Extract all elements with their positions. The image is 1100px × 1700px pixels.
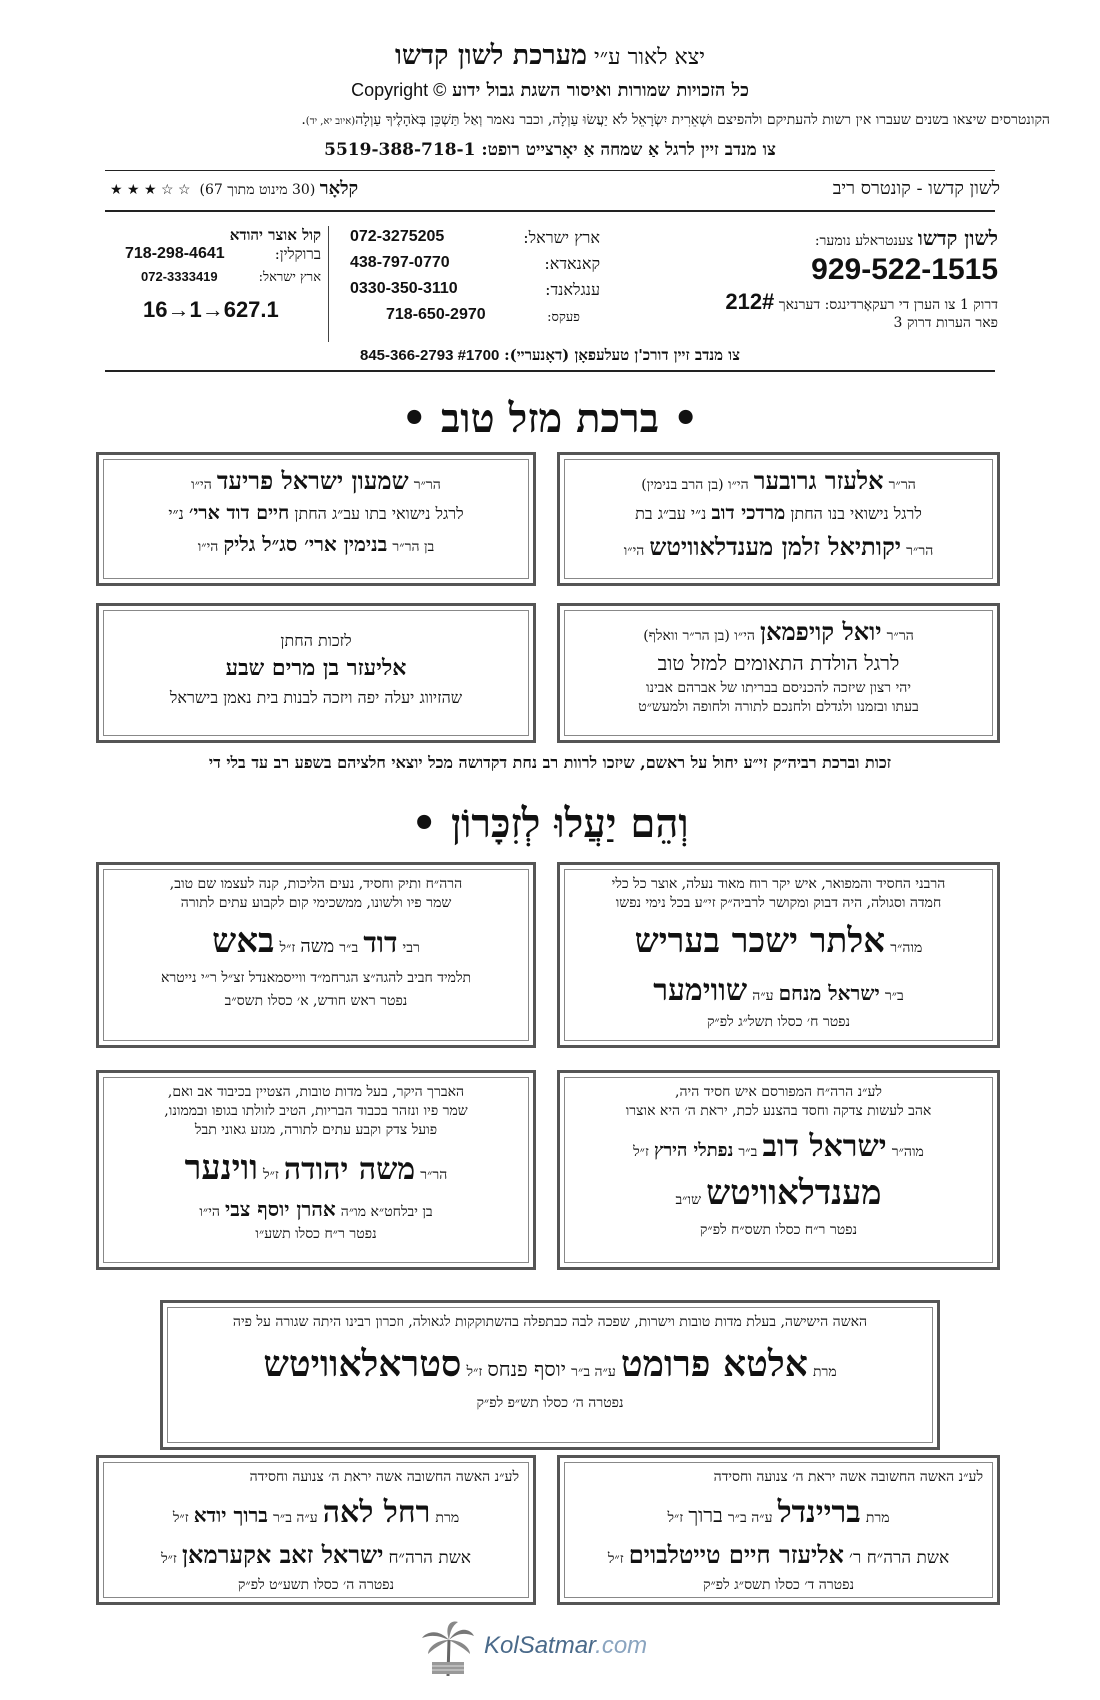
publisher-name: מערכת לשון קדשו — [394, 40, 587, 71]
memorial-box-akerman: לע״נ האשה החשובה אשה יראת ה׳ צנועה וחסידה מרת רחל לאה ע״ה ב״ר ברוך יודא ז״ל אשת הרה״ח ישראל זאב אקערמאן ז״ל נפטרה ה׳ כסלו תשע״ט לפ״ק — [96, 1455, 536, 1605]
mazel-tov-box-gruber: הר״ר אלעזר גרובער הי״ו (בן הרב בנימין) לרגל נישואי בנו החתן מרדכי דוב נ״י עב״ג בת הר״ר יקותיאל זלמן מענדלאוויטש הי״ו — [557, 452, 1000, 586]
telephone-donate: 845-366-2793 #1700 צו מנדב זיין דורכ'ן טעלעפאָן (דאָנעריי): — [360, 346, 740, 364]
memorial-title: וְהֵם יַעֲלוּ לְזִכָּרוֹן • — [411, 800, 689, 847]
menu-path: 16→1→627.1 — [143, 297, 279, 322]
memorial-box-stralowitz: האשה הישישה, בעלת מדות טובות וישרות, שפכה לבה כבתפלה בהשתוקקות לגאולה, וזכרון רבינו היתה שגורה על פיה מרת אלטא פרומט ע״ה ב״ר יוסף פנחס ז״ל סטראלאוויטש נפטרה ה׳ כסלו תש״פ לפ״ק — [160, 1300, 940, 1450]
rights-text: כל הזכויות שמורות ואיסור השגת גבול ידוע — [452, 80, 749, 101]
regional-numbers: ארץ ישראל: 072-3275205 קאנאדא: 438-797-0770 ענגלאנד: 0330-350-3110 פעקס: 718-650-2970 — [350, 228, 600, 325]
memorial-box-bash: הרה״ח ותיק וחסיד, נעים הליכות, קנה לעצמו שם טוב, שמר פיו ולשונו, ממשכימי קום לקבוע עתים לתורה רבי דוד ב״ר משה ז״ל באש תלמיד חביב להגה״צ הגרחמ״ד ווייסמאנדל זצ״ל ר״י נייטרא נפטר ראש חודש, א׳ כסלו תשס״ב — [96, 862, 536, 1048]
rating-row: ★ ★ ★ ☆ ☆ (30 מינוט מתוך 67) קלאָר — [110, 178, 359, 199]
divider — [105, 170, 995, 171]
central-contact: לשון קדשו צענטראלע נומער: 929-522-1515 דרוק 1 צו הערן די רעקאָרדינגס: דערנאך 212# פאר הערות דרוק 3 — [668, 226, 998, 332]
mazel-tov-title: • ברכת מזל טוב • — [401, 395, 699, 442]
phone-fax[interactable]: 718-650-2970 — [386, 306, 486, 323]
phone-england[interactable]: 0330-350-3110 — [350, 280, 458, 297]
donor-line: צו מנדב זיין לרגל אַ שמחה אַ יאָרצייט רופט: 5519-388-718-1 — [324, 140, 776, 160]
mazel-tov-box-kaufman: הר״ר יואל קויפמאן הי״ו (בן הר״ר וואלף) לרגל הולדת התאומים למזל טוב יהי רצון שיזכה להכניסם בבריתו של אברהם אבינו בעתו ובזמנו ולגדלם ולחנכם לתורה ולחופה ולמעש״ט — [557, 603, 1000, 743]
memorial-box-shwimmer: הרבני החסיד והמפואר, איש יקר רוח מאוד נעלה, אוצר כל כלי חמדה וסגולה, היה דבוק ומקושר לרביה״ק זי״ע בכל נימי נפשו מוה״ר אלתר ישכר בעריש ב״ר ישראל מנחם ע״ה שווימער נפטר ח׳ כסלו תשל״ג לפ״ק — [557, 862, 1000, 1048]
phone-canada[interactable]: 438-797-0770 — [350, 254, 450, 271]
publisher-line: יצא לאור ע״י מערכת לשון קדשו — [394, 40, 705, 71]
kol-otzar-contact: קול אוצר יהודא ברוקלין: 718-298-4641 ארץ ישראל: 072-3333419 16→1→627.1 — [125, 226, 321, 322]
kuntres-title: לשון קדשו - קונטרס ריב — [832, 178, 1000, 199]
copyright-line: Copyright © כל הזכויות שמורות ואיסור השגת גבול ידוע — [351, 80, 749, 101]
memorial-box-mendelowitz: לע״נ הרה״ח המפורסם איש חסיד היה, אהב לעשות צדקה וחסד בהצנע לכת, יראת ה׳ היא אוצרו מוה״ר ישראל דוב ב״ר נפתלי הירץ ז״ל מענדלאוויטש שו״ב נפטר ר״ח כסלו תשס״ח לפ״ק — [557, 1070, 1000, 1270]
divider — [105, 370, 995, 372]
divider — [328, 226, 329, 342]
phone-eretz[interactable]: 072-3333419 — [141, 269, 218, 284]
zchus-line: זכות וברכת רביה״ק זי״ע יחול על ראשם, שיזכו לרוות רב נחת דקדושה מכל יוצאי חלציהם בשפע רב עד בלי די — [208, 753, 892, 772]
kolsatmar-logo[interactable] — [418, 1618, 682, 1680]
palm-tree-icon — [418, 1618, 478, 1678]
mazel-tov-box-chosson: לזכות החתן אליעזר בן מרים שבע שהזיווג יעלה יפה ויזכה לבנות בית נאמן בישראל — [96, 603, 536, 743]
central-phone[interactable]: 929-522-1515 — [811, 253, 998, 286]
verse-line: הקונטרסים שיצאו בשנים שעברו אין רשות להעתיקם ולהפיצם וּשְׁאֵרִית יִשְׂרָאֵל לֹא יַעֲשׂוּ עַוְלָה, וכבר נאמר וְאַל תַּשְׁכֵּן בְּאֹהָלֶיךָ עַוְלָה(איוב יא, יד). — [301, 112, 1050, 128]
divider — [105, 210, 995, 212]
mazel-tov-box-fried: הר״ר שמעון ישראל פריעד הי״ו לרגל נישואי בתו עב״ג החתן חיים דוד ארי׳ נ״י בן הר״ר בנימין ארי׳ סג״ל גליק הי״ו — [96, 452, 536, 586]
phone-israel[interactable]: 072-3275205 — [350, 228, 445, 245]
footer-brand: KolSatmar.com — [484, 1632, 648, 1659]
memorial-box-teitelbaum: לע״נ האשה החשובה אשה יראת ה׳ צנועה וחסידה מרת בריינדל ע״ה ב״ר ברוך ז״ל אשת הרה״ח ר׳ אליעזר חיים טייטלבוים ז״ל נפטרה ד׳ כסלו תשס״ג לפ״ק — [557, 1455, 1000, 1605]
memorial-box-weiner: האברך היקר, בעל מדות טובות, הצטיין בכיבוד אב ואם, שמר פיו ונזהר בכבוד הבריות, הטיב לזולתו בגופו ובממונו, פועל צדק וקבע עתים לתורה, מגזע גאוני תבל הר״ר משה יהודה ז״ל ווינער בן יבלחט״א מו״ה אהרן יוסף צבי הי״ו נפטר ר״ח כסלו תשע״ו — [96, 1070, 536, 1270]
rating-stars: ★ ★ ★ ☆ ☆ — [110, 182, 191, 198]
donate-number[interactable]: 845-366-2793 #1700 — [360, 347, 500, 364]
phone-brooklyn[interactable]: 718-298-4641 — [125, 245, 225, 262]
